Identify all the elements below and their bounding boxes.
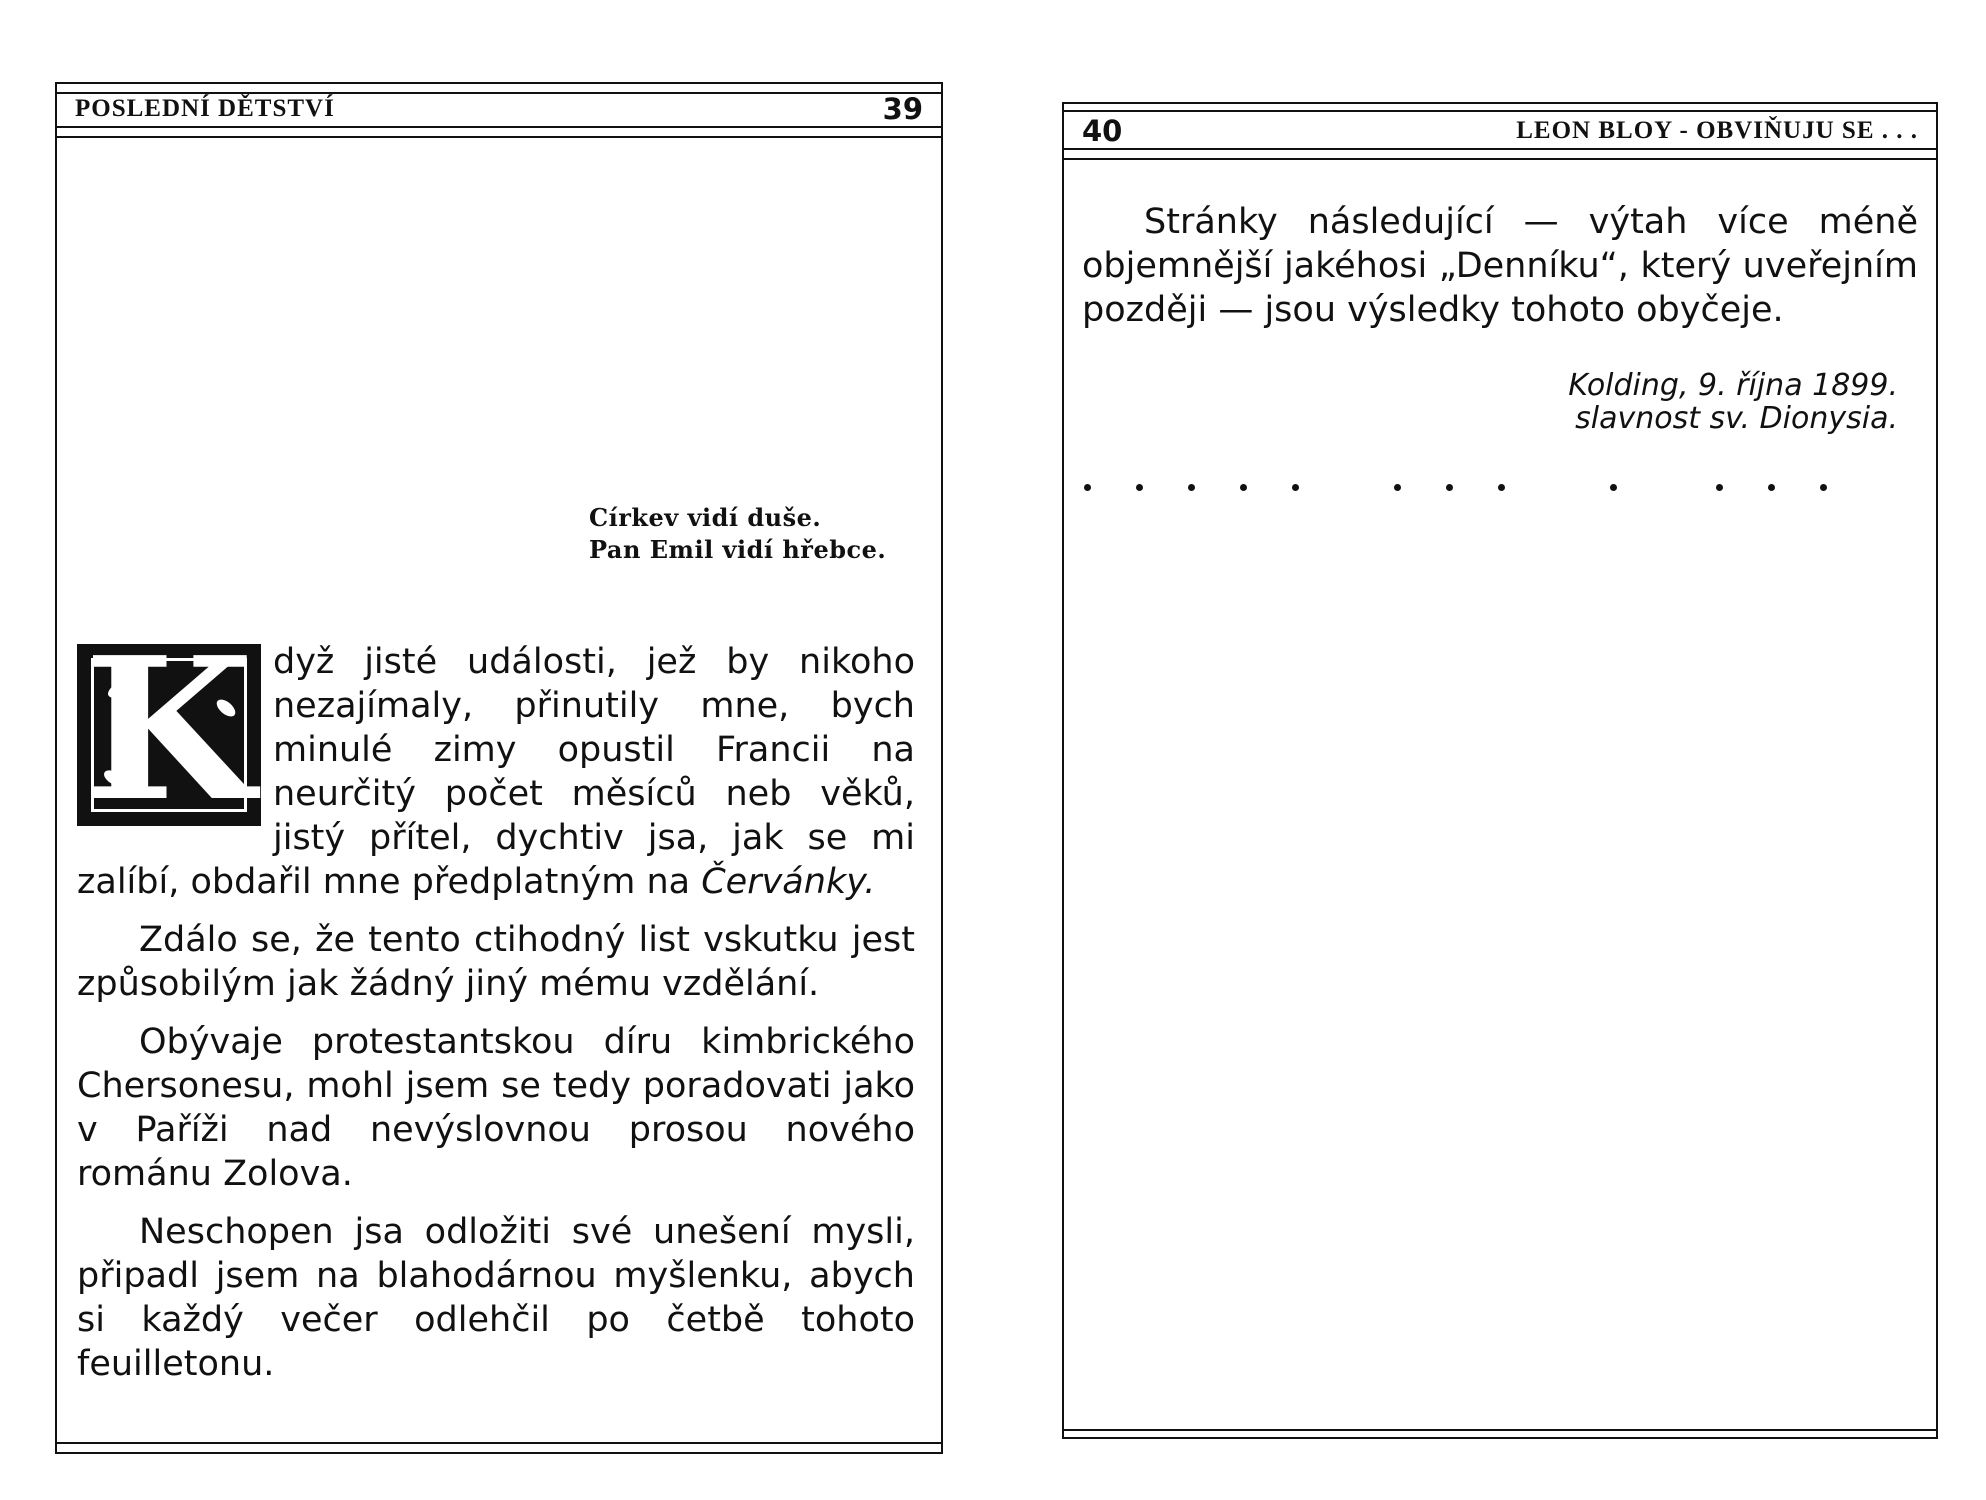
- paragraph: Stránky následující — výtah více méně objemnější jakéhosi „Denníku“, který uveřejním později — jsou výsledky tohoto obyčeje.: [1082, 202, 1918, 330]
- bottom-rule: [1062, 1437, 1938, 1439]
- left-page: [55, 84, 943, 1452]
- bottom-rule: [1062, 1429, 1938, 1431]
- dot: [1084, 484, 1091, 491]
- paragraph-text: dyž jisté události, jež by nikoho nezajímaly, přinutily mne, bych minulé zimy opustil Francii na neurčitý počet měsíců neb věků, jistý přítel, dychtiv jsa, jak se mi zalíbí, obdařil mne předplatným na: [77, 642, 915, 902]
- omission-dots: [1084, 484, 1884, 504]
- dot: [1610, 484, 1617, 491]
- dot: [1188, 484, 1195, 491]
- drop-cap-letter: K: [83, 615, 255, 845]
- paragraph: Zdálo se, že tento ctihodný list vskutku jest způsobilým jak žádný jiný mému vzdělání.: [77, 920, 915, 1004]
- epigraph-line: Pan Emil vidí hřebce.: [589, 535, 887, 564]
- dot: [1136, 484, 1143, 491]
- periodical-title: Červánky.: [701, 862, 876, 902]
- running-head-title: POSLEDNÍ DĚTSTVÍ: [75, 95, 335, 122]
- epigraph-line: Církev vidí duše.: [589, 503, 822, 532]
- running-head-title: LEON BLOY - OBVIŇUJU SE . . .: [1516, 117, 1918, 144]
- dateline: [1568, 369, 1898, 435]
- paragraph: [77, 615, 915, 904]
- paragraph: Neschopen jsa odložiti své unešení mysli, připadl jsem na blahodárnou myšlenku, abych si každý večer odlehčil po četbě tohoto feuilletonu.: [77, 1212, 915, 1384]
- running-head: [1082, 114, 1918, 148]
- head-rule: [1062, 148, 1938, 160]
- dot: [1716, 484, 1723, 491]
- dateline-line: slavnost sv. Dionysia.: [1575, 401, 1898, 436]
- right-page: [1062, 104, 1938, 1437]
- top-rule: [1062, 102, 1938, 104]
- dot: [1820, 484, 1827, 491]
- paragraph: Obývaje protestantskou díru kimbrického Chersonesu, mohl jsem se tedy poradovati jako v Paříži nad nevýslovnou prosou nového románu Zolova.: [77, 1022, 915, 1194]
- dateline-line: Kolding, 9. října 1899.: [1568, 368, 1898, 403]
- page-number: 40: [1082, 114, 1123, 148]
- page-number: 39: [882, 92, 923, 126]
- body-text: [77, 615, 915, 1386]
- dot: [1240, 484, 1247, 491]
- bottom-rule: [55, 1442, 943, 1454]
- dot: [1394, 484, 1401, 491]
- top-rule: [1062, 110, 1938, 112]
- head-rule: [55, 126, 943, 138]
- epigraph: [589, 502, 886, 566]
- dot: [1446, 484, 1453, 491]
- running-head: [75, 92, 923, 126]
- dot: [1292, 484, 1299, 491]
- body-text: [1082, 200, 1918, 332]
- dot: [1768, 484, 1775, 491]
- dot: [1498, 484, 1505, 491]
- drop-cap-ornament: [77, 615, 261, 845]
